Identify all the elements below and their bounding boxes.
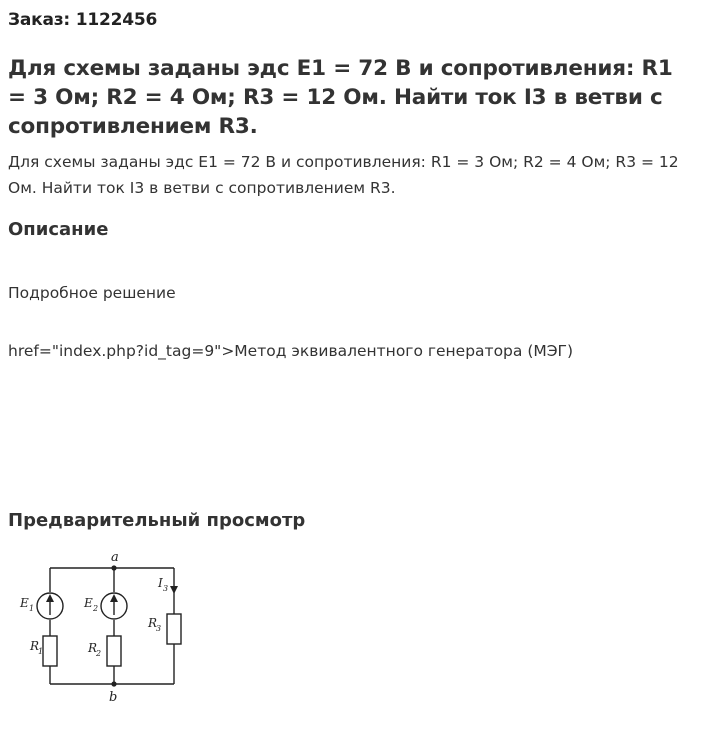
problem-description: Для схемы заданы эдс E1 = 72 В и сопротивления: R1 = 3 Ом; R2 = 4 Ом; R3 = 12 Ом. Найти ток I3 в ветви с сопротивлением R3. [8, 153, 679, 197]
node-b-label: b [109, 690, 118, 705]
description-heading: Описание [8, 219, 109, 240]
node-a-label: a [111, 550, 119, 565]
i3-label-sub: 3 [163, 584, 169, 593]
e1-label-sub: 1 [29, 604, 35, 613]
r2-resistor-icon [107, 636, 121, 666]
i3-arrow-icon [170, 586, 178, 594]
node-b-dot [111, 681, 116, 686]
page-title: Для схемы заданы эдс E1 = 72 В и сопротивления: R1 = 3 Ом; R2 = 4 Ом; R3 = 12 Ом. Найти ток I3 в ветви с сопротивлением R3. [8, 56, 673, 139]
r2-label: R [88, 641, 98, 655]
node-a-dot [111, 565, 116, 570]
e2-label-sub: 2 [93, 604, 99, 613]
i3-label: I [158, 576, 163, 590]
method-text: href="index.php?id_tag=9">Метод эквивалентного генератора (МЭГ) [8, 342, 574, 360]
r3-label: R [148, 616, 158, 630]
e2-arrowhead-icon [110, 594, 118, 602]
e1-label: E [20, 596, 29, 610]
r3-resistor-icon [167, 614, 181, 644]
preview-heading: Предварительный просмотр [8, 510, 306, 531]
r3-label-sub: 3 [156, 624, 162, 633]
r2-label-sub: 2 [96, 649, 102, 658]
e1-arrowhead-icon [46, 594, 54, 602]
circuit-preview [8, 548, 198, 708]
r1-label-sub: 1 [38, 647, 44, 656]
r1-resistor-icon [43, 636, 57, 666]
e2-label: E [84, 596, 93, 610]
r1-label: R [30, 639, 40, 653]
order-number: Заказ: 1122456 [8, 10, 158, 30]
solution-text: Подробное решение [8, 284, 176, 302]
